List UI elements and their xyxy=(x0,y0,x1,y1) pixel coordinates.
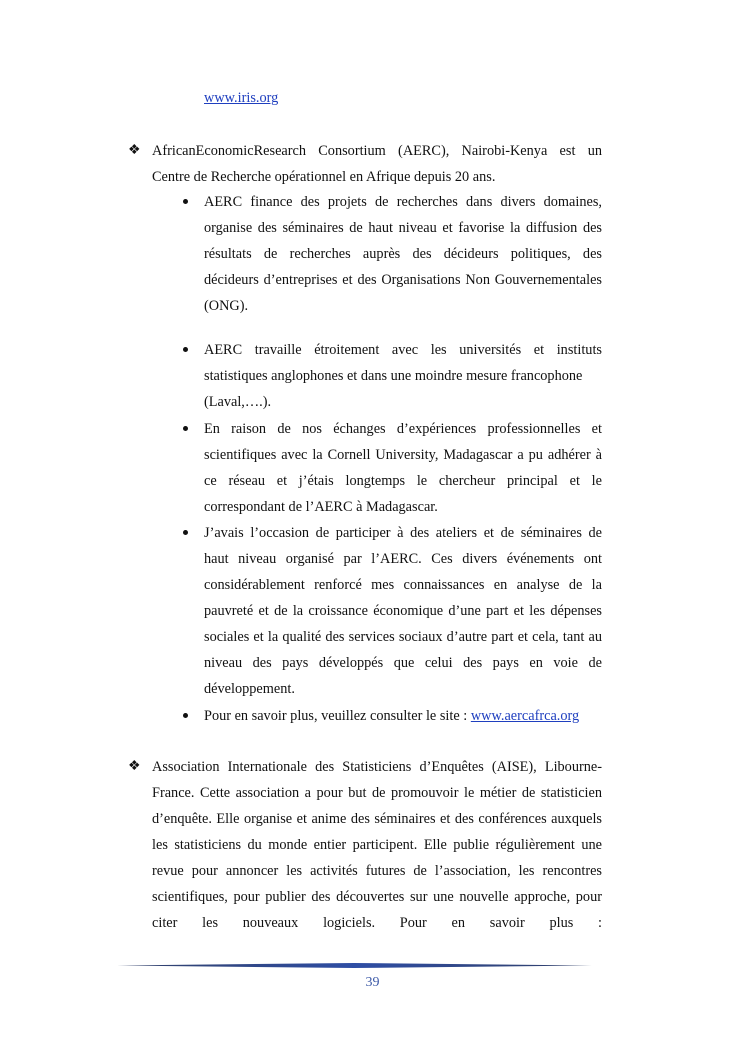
bullet1-line-4: décideurs d’entreprises et des Organisations Non Gouvernementales xyxy=(204,272,602,288)
aerc-line-2: Centre de Recherche opérationnel en Afrique depuis 20 ans. xyxy=(152,169,496,185)
iris-link[interactable]: www.iris.org xyxy=(204,90,279,106)
aise-line-4: les statisticiens du monde entier participent. Elle publie régulièrement une xyxy=(152,837,602,853)
top-link-line xyxy=(204,89,278,107)
bullet4-line-2: haut niveau organisé par l’AERC. Ces divers événements ont xyxy=(204,551,602,567)
bullet5-line xyxy=(204,707,579,725)
bullet2-line-1: AERC travaille étroitement avec les universités et instituts xyxy=(204,342,602,358)
bullet4-line-6: niveau des pays développés que celui des pays en voie de xyxy=(204,655,602,671)
bullet4-line-4: pauvreté et de la croissance économique d’une part et les dépenses xyxy=(204,603,602,619)
bullet-dot-icon xyxy=(183,347,188,352)
aerc-link[interactable]: www.aercafrca.org xyxy=(470,708,580,724)
bullet5-text: Pour en savoir plus, veuillez consulter le site : xyxy=(204,708,471,724)
page-number: 39 xyxy=(365,975,380,990)
bullet4-line-1: J’avais l’occasion de participer à des ateliers et de séminaires de xyxy=(204,525,602,541)
aise-line-5: revue pour annoncer les activités futures de l’association, les rencontres xyxy=(152,863,602,879)
diamond-bullet-icon: ❖ xyxy=(128,143,141,158)
aise-line-1: Association Internationale des Statisticiens d’Enquêtes (AISE), Libourne- xyxy=(152,759,602,775)
bullet-dot-icon xyxy=(183,713,188,718)
bullet1-line-5: (ONG). xyxy=(204,298,249,314)
bullet1-line-1: AERC finance des projets de recherches dans divers domaines, xyxy=(204,194,602,210)
aerc-line-1: AfricanEconomicResearch Consortium (AERC), Nairobi-Kenya est un xyxy=(152,143,602,159)
bullet1-line-3: résultats de recherches auprès des décideurs politiques, des xyxy=(204,246,602,262)
bullet2-line-2: statistiques anglophones et dans une moindre mesure francophone xyxy=(204,368,583,384)
bullet4-line-7: développement. xyxy=(204,681,295,697)
bullet3-line-3: ce réseau et j’étais longtemps le chercheur principal et le xyxy=(204,473,602,489)
aise-line-7: citer les nouveaux logiciels. Pour en savoir plus : xyxy=(152,915,602,931)
bullet2-line-3: (Laval,….). xyxy=(204,394,272,410)
bullet-dot-icon xyxy=(183,199,188,204)
bullet3-line-2: scientifiques avec la Cornell University, Madagascar a pu adhérer à xyxy=(204,447,602,463)
bullet-dot-icon xyxy=(183,426,188,431)
aise-line-3: d’enquête. Elle organise et anime des séminaires et des conférences auxquels xyxy=(152,811,602,827)
bullet-dot-icon xyxy=(183,530,188,535)
diamond-bullet-icon: ❖ xyxy=(128,759,141,774)
aise-line-2: France. Cette association a pour but de promouvoir le métier de statisticien xyxy=(152,785,602,801)
bullet3-line-1: En raison de nos échanges d’expériences professionnelles et xyxy=(204,421,602,437)
bullet3-line-4: correspondant de l’AERC à Madagascar. xyxy=(204,499,438,515)
bullet1-line-2: organise des séminaires de haut niveau et favorise la diffusion des xyxy=(204,220,602,236)
footer-divider xyxy=(117,963,592,968)
bullet4-line-3: considérablement renforcé mes connaissances en analyse de la xyxy=(204,577,602,593)
aise-line-6: scientifiques, pour publier des découvertes sur une nouvelle approche, pour xyxy=(152,889,602,905)
bullet4-line-5: sociales et la qualité des services sociaux d’autre part et cela, tant au xyxy=(204,629,602,645)
